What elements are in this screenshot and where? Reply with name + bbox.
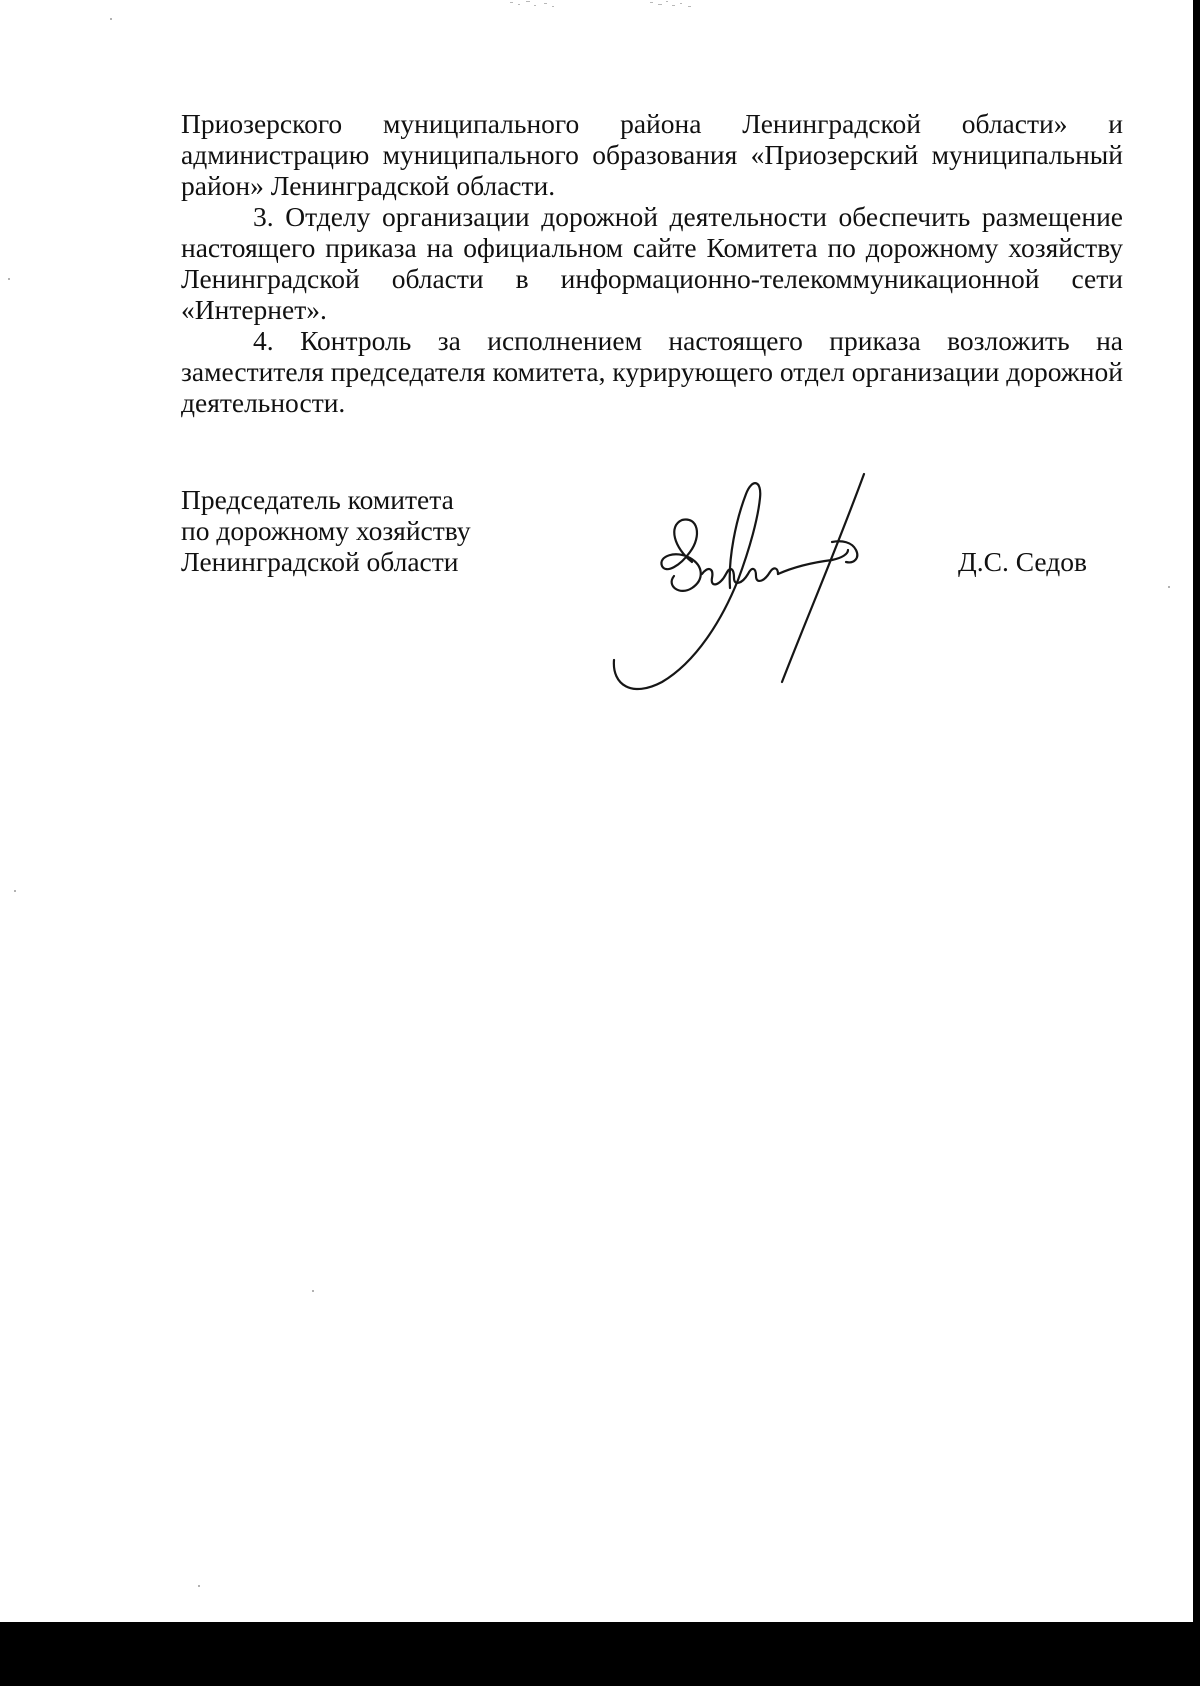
order-body xyxy=(181,108,1123,418)
paragraph-continuation: Приозерского муниципального района Ленинградской области» и администрацию муниципального образования «Приозерский муниципальный район» Ленинградской области. xyxy=(181,108,1123,201)
scan-speck xyxy=(8,278,10,280)
signatory-position xyxy=(181,484,471,577)
signatory-name: Д.С. Седов xyxy=(958,546,1087,577)
scan-speck xyxy=(14,890,16,892)
scan-edge-right xyxy=(1193,0,1200,1622)
scan-speck xyxy=(312,1290,314,1292)
scan-speck xyxy=(198,1585,200,1587)
signatory-position-line: Председатель комитета xyxy=(181,484,454,515)
signatory-position-line: Ленинградской области xyxy=(181,546,459,577)
scan-speck xyxy=(110,18,112,20)
scan-speck xyxy=(1168,586,1170,588)
scan-edge-bottom xyxy=(0,1622,1200,1686)
scan-noise xyxy=(500,0,710,12)
signatory-position-line: по дорожному хозяйству xyxy=(181,515,471,546)
handwritten-signature xyxy=(610,470,950,695)
paragraph-item-3: 3. Отделу организации дорожной деятельности обеспечить размещение настоящего приказа на официальном сайте Комитета по дорожному хозяйству Ленинградской области в информационно-телекоммуникационной сети «Интернет». xyxy=(181,201,1123,325)
paragraph-item-4: 4. Контроль за исполнением настоящего приказа возложить на заместителя председателя комитета, курирующего отдел организации дорожной деятельности. xyxy=(181,325,1123,418)
